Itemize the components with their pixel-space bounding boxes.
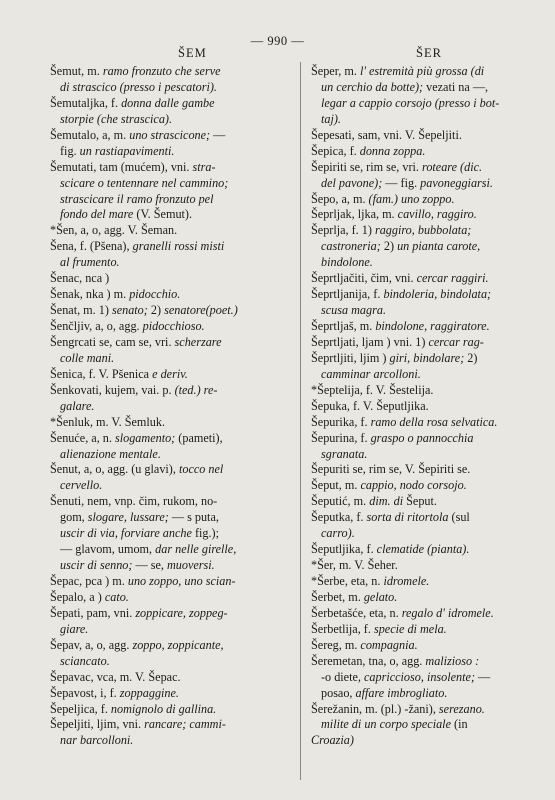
entry-line: [50, 287, 295, 303]
italic-gloss: graspo o pannocchia: [370, 430, 474, 445]
italic-gloss: castroneria;: [321, 239, 381, 254]
entry-text: *Šeptelija, f. V. Šestelija.: [311, 382, 434, 397]
entry-line: [50, 510, 295, 526]
entry-text: Šeputljika, f.: [311, 542, 377, 557]
entry-text: Šeprtljaš, m.: [311, 319, 376, 333]
italic-gloss: e deriv.: [152, 366, 188, 381]
entry-text: fig.);: [191, 526, 219, 541]
entry-line: [311, 638, 555, 654]
italic-gloss: Croazia): [311, 733, 354, 748]
entry-line: [50, 303, 295, 319]
entry-text: Šepurina, f.: [311, 430, 371, 445]
entry-line: [50, 144, 295, 160]
italic-gloss: pavoneggiarsi.: [420, 175, 493, 190]
italic-gloss: raggiro, bubbolata;: [374, 223, 472, 238]
left-running-head: ŠEM: [178, 46, 207, 60]
left-column: [50, 64, 295, 749]
italic-gloss: cercar rag-: [428, 334, 484, 349]
italic-gloss: sorta di ritortola: [366, 510, 449, 525]
italic-gloss: cervello.: [60, 478, 103, 493]
entry-line: [50, 447, 295, 463]
entry-text: *Šer, m. V. Šeher.: [311, 558, 398, 573]
entry-text: — s puta,: [168, 510, 219, 525]
italic-gloss: milite di un corpo speciale: [321, 717, 451, 732]
italic-gloss: uno zoppo, uno scian-: [127, 574, 236, 588]
entry-text: Šepalo, a ): [50, 589, 105, 604]
italic-gloss: donna zoppa.: [359, 143, 426, 158]
italic-gloss: uscir di via, forviare anche: [60, 526, 192, 541]
entry-line: [50, 686, 295, 702]
entry-text: — se,: [132, 558, 167, 573]
entry-line: [50, 654, 295, 670]
entry-text: Šepac, pca ) m.: [50, 574, 128, 588]
italic-gloss: (fam.) uno zoppo.: [368, 191, 455, 206]
italic-gloss: roteare (dic.: [422, 159, 483, 174]
right-running-head: ŠER: [416, 46, 442, 60]
entry-line: [311, 478, 555, 494]
entry-text: Šepesati, sam, vni. V. Šepeljiti.: [311, 127, 462, 142]
entry-text: Šereg, m.: [311, 637, 361, 652]
entry-text: 2): [147, 303, 165, 318]
italic-gloss: nomignolo di gallina.: [110, 701, 217, 716]
entry-text: Šenut, a, o, agg. (u glavi),: [50, 462, 179, 477]
entry-line: [50, 462, 295, 478]
italic-gloss: alienazione mentale.: [60, 446, 161, 461]
right-column: [311, 64, 555, 749]
italic-gloss: scicare o tentennare nel cammino;: [60, 175, 229, 190]
entry-line: [50, 319, 295, 335]
entry-line: [50, 239, 295, 255]
entry-line: [50, 558, 295, 574]
italic-gloss: dim. di: [369, 494, 404, 509]
entry-text: Šenuti, nem, vnp. čim, rukom, no-: [50, 494, 218, 509]
italic-gloss: bindolone, raggiratore.: [375, 319, 490, 333]
entry-line: [50, 351, 295, 367]
page-number: — 990 —: [250, 34, 305, 48]
entry-text: Šena, f. (Pšena),: [50, 239, 133, 254]
entry-text: Šepav, a, o, agg.: [50, 637, 133, 652]
entry-line: [50, 542, 295, 558]
entry-text: Šenak, nka ) m.: [50, 287, 130, 302]
entry-line: [311, 128, 555, 144]
italic-gloss: del pavone);: [321, 175, 383, 190]
entry-line: [311, 702, 555, 718]
italic-gloss: di strascico (presso i pescatori).: [60, 79, 217, 94]
entry-line: [311, 399, 555, 415]
entry-line: [311, 670, 555, 686]
italic-gloss: zoppaggine.: [119, 685, 179, 700]
entry-line: [50, 367, 295, 383]
entry-text: —: [475, 669, 491, 684]
italic-gloss: uno strascicone;: [129, 127, 211, 142]
entry-text: Šerbet, m.: [311, 589, 364, 604]
italic-gloss: un rastiapavimenti.: [79, 143, 175, 158]
entry-text: Šepurika, f.: [311, 414, 371, 429]
italic-gloss: zoppicare, zoppeg-: [135, 605, 228, 620]
italic-gloss: bindoleria, bindolata;: [383, 287, 492, 302]
entry-line: [311, 526, 555, 542]
italic-gloss: slogare, lussare;: [87, 510, 169, 525]
entry-text: (V. Šemut).: [133, 207, 193, 222]
entry-line: [311, 96, 555, 112]
italic-gloss: storpie (che strascica).: [60, 111, 173, 126]
entry-text: Šemutaljka, f.: [50, 95, 122, 110]
italic-gloss: rancare; cammi-: [144, 717, 226, 732]
entry-line: [50, 622, 295, 638]
entry-line: [50, 590, 295, 606]
italic-gloss: un pianta carote,: [397, 239, 481, 254]
entry-line: [311, 494, 555, 510]
entry-line: [50, 399, 295, 415]
entry-line: [311, 654, 555, 670]
entry-line: [50, 223, 295, 239]
entry-line: [311, 431, 555, 447]
italic-gloss: pidocchioso.: [142, 319, 205, 333]
entry-line: [50, 64, 295, 80]
italic-gloss: scusa magra.: [321, 303, 387, 318]
italic-gloss: zoppo, zoppicante,: [132, 637, 224, 652]
entry-text: Šepati, pam, vni.: [50, 605, 136, 620]
entry-text: Šeprljak, ljka, m.: [311, 207, 398, 222]
entry-text: fig.: [60, 143, 80, 158]
entry-line: [311, 64, 555, 80]
entry-text: 2): [464, 350, 478, 365]
italic-gloss: colle mani.: [60, 350, 115, 365]
italic-gloss: slogamento;: [114, 430, 176, 445]
entry-text: 2): [380, 239, 398, 254]
italic-gloss: cercar raggiri.: [416, 271, 489, 286]
entry-text: Šenuće, a, n.: [50, 430, 115, 445]
entry-line: [50, 574, 295, 590]
entry-line: [50, 494, 295, 510]
entry-line: [311, 558, 555, 574]
entry-line: [311, 207, 555, 223]
entry-line: [50, 415, 295, 431]
entry-line: [311, 271, 555, 287]
entry-text: gom,: [60, 510, 88, 525]
entry-line: [311, 367, 555, 383]
entry-text: -o diete,: [321, 669, 364, 684]
italic-gloss: cavillo, raggiro.: [397, 207, 477, 222]
entry-line: [311, 574, 555, 590]
italic-gloss: galare.: [60, 398, 95, 413]
entry-line: [311, 160, 555, 176]
entry-line: [50, 96, 295, 112]
italic-gloss: bindolone.: [321, 255, 373, 270]
entry-line: [311, 335, 555, 351]
italic-gloss: taj).: [321, 111, 341, 126]
entry-line: [311, 590, 555, 606]
entry-line: [50, 176, 295, 192]
entry-line: [50, 207, 295, 223]
italic-gloss: nar barcolloni.: [60, 733, 134, 748]
entry-text: Šepuriti se, rim se, V. Šepiriti se.: [311, 462, 471, 477]
italic-gloss: senato;: [111, 303, 148, 318]
italic-gloss: l' estremità più grossa (di: [359, 64, 485, 78]
entry-line: [311, 462, 555, 478]
entry-line: [50, 733, 295, 749]
italic-gloss: giri, bindolare;: [389, 350, 465, 365]
italic-gloss: sciancato.: [60, 653, 110, 668]
italic-gloss: ramo della rosa selvatica.: [370, 414, 498, 429]
italic-gloss: giare.: [60, 621, 89, 636]
entry-text: Šeprtljačiti, čim, vni.: [311, 271, 417, 286]
italic-gloss: malizioso :: [425, 653, 480, 668]
italic-gloss: al frumento.: [60, 255, 120, 270]
entry-line: [50, 271, 295, 287]
entry-text: Šeput, m.: [311, 478, 361, 493]
entry-text: Šeper, m.: [311, 64, 360, 78]
italic-gloss: scherzare: [174, 334, 222, 349]
italic-gloss: pidocchio.: [129, 287, 181, 302]
entry-line: [50, 478, 295, 494]
entry-text: Šepeljiti, ljim, vni.: [50, 717, 145, 732]
entry-text: Šemut, m.: [50, 64, 103, 78]
italic-gloss: affare imbrogliato.: [355, 685, 448, 700]
italic-gloss: cappio, nodo corsojo.: [360, 478, 467, 493]
entry-line: [50, 638, 295, 654]
italic-gloss: camminar arcolloni.: [321, 366, 421, 381]
entry-text: Šemutalo, a, m.: [50, 127, 130, 142]
entry-line: [50, 606, 295, 622]
italic-gloss: strascicare il ramo fronzuto pel: [60, 191, 214, 206]
italic-gloss: tocco nel: [178, 462, 224, 477]
entry-text: Šepo, a, m.: [311, 191, 369, 206]
entry-text: (pameti),: [175, 430, 223, 445]
entry-line: [311, 303, 555, 319]
entry-text: Šerežanin, m. (pl.) -žani),: [311, 701, 439, 716]
entry-text: Šemutati, tam (mućem), vni.: [50, 159, 193, 174]
entry-text: Šenac, nca ): [50, 271, 110, 286]
italic-gloss: (ted.) re-: [174, 382, 218, 397]
entry-line: [311, 351, 555, 367]
entry-line: [311, 733, 555, 749]
entry-line: [50, 526, 295, 542]
entry-text: Šerbetlija, f.: [311, 621, 374, 636]
entry-line: [311, 542, 555, 558]
entry-text: Šepeljica, f.: [50, 701, 111, 716]
entry-text: Šepavac, vca, m. V. Šepac.: [50, 669, 181, 684]
entry-text: Šenica, f. V. Pšenica: [50, 366, 153, 381]
entry-text: Šepiriti se, rim se, vri.: [311, 159, 423, 174]
entry-line: [311, 112, 555, 128]
entry-line: [311, 415, 555, 431]
entry-text: —: [210, 127, 226, 142]
italic-gloss: dar nelle girelle,: [155, 542, 237, 557]
entry-text: — glavom, umom,: [60, 542, 156, 557]
italic-gloss: uscir di senno;: [60, 558, 133, 573]
italic-gloss: stra-: [192, 159, 216, 174]
entry-text: Šepica, f.: [311, 143, 360, 158]
entry-text: *Šenluk, m. V. Šemluk.: [50, 414, 166, 429]
entry-text: posao,: [321, 685, 356, 700]
entry-line: [50, 80, 295, 96]
italic-gloss: un cerchio da botte);: [321, 79, 424, 94]
entry-line: [311, 255, 555, 271]
entry-text: — fig.: [382, 175, 421, 190]
entry-text: Šeprtljati, ljam ) vni. 1): [311, 334, 429, 349]
entry-line: [311, 447, 555, 463]
entry-line: [50, 335, 295, 351]
entry-line: [311, 192, 555, 208]
italic-gloss: carro).: [321, 526, 355, 541]
entry-line: [311, 717, 555, 733]
entry-text: Šeputić, m.: [311, 494, 370, 509]
italic-gloss: gelato.: [363, 589, 398, 604]
italic-gloss: ramo fronzuto che serve: [102, 64, 221, 78]
italic-gloss: donna dalle gambe: [121, 95, 215, 110]
italic-gloss: fondo del mare: [60, 207, 134, 222]
entry-line: [50, 717, 295, 733]
entry-text: Šeremetan, tna, o, agg.: [311, 653, 426, 668]
italic-gloss: regalo d' idromele.: [401, 605, 494, 620]
italic-gloss: muoversi.: [166, 558, 215, 573]
italic-gloss: serezano.: [438, 701, 485, 716]
italic-gloss: senatore(poet.): [164, 303, 238, 318]
entry-line: [311, 223, 555, 239]
entry-text: *Šen, a, o, agg. V. Šeman.: [50, 223, 178, 238]
italic-gloss: granelli rossi misti: [132, 239, 225, 254]
italic-gloss: clematide (pianta).: [376, 542, 470, 557]
entry-text: Šeputka, f.: [311, 510, 367, 525]
italic-gloss: idromele.: [383, 574, 430, 588]
entry-line: [311, 176, 555, 192]
entry-line: [50, 255, 295, 271]
entry-text: Šengrcati se, cam se, vri.: [50, 334, 175, 349]
entry-line: [311, 622, 555, 638]
italic-gloss: sgranata.: [321, 446, 368, 461]
entry-line: [50, 670, 295, 686]
entry-line: [50, 431, 295, 447]
entry-text: vezati na —,: [423, 79, 489, 94]
entry-text: Šeprlja, f. 1): [311, 223, 375, 238]
entry-line: [311, 383, 555, 399]
entry-text: (sul: [448, 510, 470, 525]
entry-text: Šenčljiv, a, o, agg.: [50, 319, 143, 333]
entry-text: Šeprtljiti, ljim ): [311, 350, 390, 365]
entry-line: [50, 160, 295, 176]
entry-line: [50, 112, 295, 128]
entry-text: Šeput.: [403, 494, 437, 509]
entry-line: [311, 686, 555, 702]
entry-line: [50, 192, 295, 208]
entry-line: [311, 606, 555, 622]
entry-text: (in: [450, 717, 468, 732]
entry-text: Šenat, m. 1): [50, 303, 112, 318]
italic-gloss: compagnia.: [360, 637, 418, 652]
entry-text: Šepavost, i, f.: [50, 685, 120, 700]
entry-line: [311, 510, 555, 526]
entry-line: [311, 287, 555, 303]
entry-line: [50, 383, 295, 399]
entry-line: [50, 702, 295, 718]
entry-line: [311, 319, 555, 335]
italic-gloss: legar a cappio corsojo (presso i bot-: [321, 95, 500, 110]
entry-line: [50, 128, 295, 144]
entry-line: [311, 80, 555, 96]
entry-line: [311, 144, 555, 160]
entry-text: *Šerbe, eta, n.: [311, 574, 384, 588]
entry-text: Šenkovati, kujem, vai. p.: [50, 382, 175, 397]
italic-gloss: specie di mela.: [373, 621, 447, 636]
italic-gloss: capriccioso, insolente;: [363, 669, 475, 684]
entry-text: Šerbetašće, eta, n.: [311, 605, 402, 620]
entry-text: Šepuka, f. V. Šeputljika.: [311, 398, 429, 413]
entry-line: [311, 239, 555, 255]
italic-gloss: cato.: [104, 589, 129, 604]
column-divider: [300, 62, 301, 780]
entry-text: Šeprtljanija, f.: [311, 287, 384, 302]
